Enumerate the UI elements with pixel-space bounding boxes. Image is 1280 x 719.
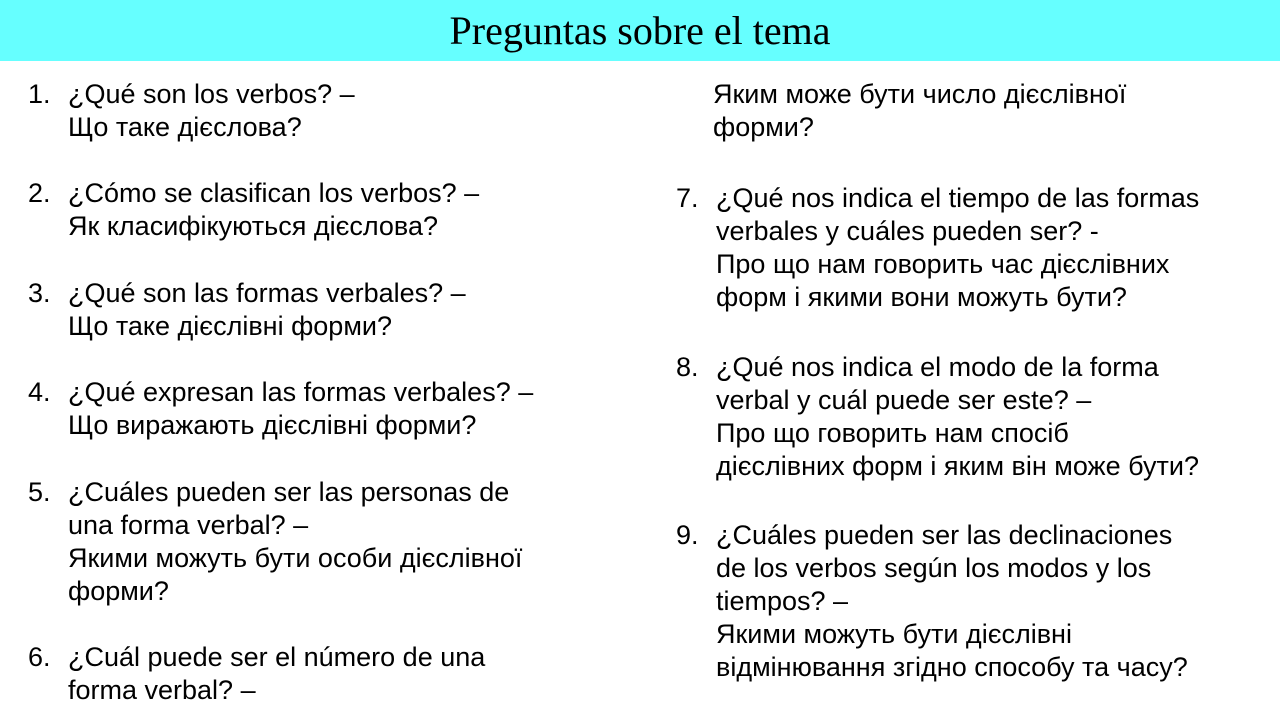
- page-title: Preguntas sobre el tema: [449, 8, 831, 53]
- question-number: 5.: [28, 477, 51, 507]
- question-number: 4.: [28, 377, 51, 407]
- question-5: [28, 476, 608, 608]
- question-text-uk: відмінювання згідно способу та часу?: [716, 652, 1188, 682]
- question-number: 3.: [28, 278, 51, 308]
- question-1: [28, 78, 608, 144]
- question-text-es: verbales y cuáles pueden ser? -: [716, 216, 1099, 246]
- question-text-uk: Про що говорить нам спосіб: [716, 418, 1069, 448]
- question-number: 2.: [28, 178, 51, 208]
- question-text-es: ¿Cuál puede ser el número de una: [68, 642, 486, 672]
- question-text-uk: форм і якими вони можуть бути?: [716, 282, 1127, 312]
- question-text-uk: Про що нам говорить час дієслівних: [716, 249, 1170, 279]
- question-8: [676, 351, 1276, 483]
- question-text-es: ¿Qué nos indica el tiempo de las formas: [716, 183, 1200, 213]
- question-9: [676, 519, 1276, 684]
- question-text-uk: форми?: [713, 112, 814, 142]
- question-text-uk: Що таке дієслова?: [68, 112, 302, 142]
- question-text-uk: Якими можуть бути дієслівні: [716, 619, 1072, 649]
- question-text-uk: Яким може бути число дієслівної: [713, 79, 1127, 109]
- question-6-continued: [676, 78, 1276, 144]
- question-number: 6.: [28, 642, 51, 672]
- question-text-uk: форми?: [68, 576, 169, 606]
- question-text-es: una forma verbal? –: [68, 510, 309, 540]
- question-number: 8.: [676, 352, 699, 382]
- question-number: 1.: [28, 79, 51, 109]
- question-number: 7.: [676, 183, 699, 213]
- question-text-es: de los verbos según los modos y los: [716, 553, 1152, 583]
- question-text-es: forma verbal? –: [68, 675, 256, 705]
- question-text-es: tiempos? –: [716, 586, 849, 616]
- question-text-es: ¿Qué expresan las formas verbales? –: [68, 377, 534, 407]
- question-3: [28, 277, 608, 343]
- question-text-uk: Що виражають дієслівні форми?: [68, 410, 477, 440]
- question-6: [28, 641, 608, 707]
- question-text-uk: Якими можуть бути особи дієслівної: [68, 543, 523, 573]
- question-2: [28, 177, 608, 243]
- question-text-uk: Як класифікуються дієслова?: [68, 211, 438, 241]
- question-4: [28, 376, 608, 442]
- question-7: [676, 182, 1276, 314]
- question-text-es: ¿Qué son los verbos? –: [68, 79, 355, 109]
- question-text-es: ¿Qué son las formas verbales? –: [68, 278, 466, 308]
- question-text-es: ¿Cuáles pueden ser las personas de: [68, 477, 510, 507]
- question-text-es: ¿Qué nos indica el modo de la forma: [716, 352, 1159, 382]
- question-text-es: ¿Cuáles pueden ser las declinaciones: [716, 520, 1173, 550]
- question-text-uk: дієслівних форм і яким він може бути?: [716, 451, 1199, 481]
- question-text-es: verbal y cuál puede ser este? –: [716, 385, 1092, 415]
- question-text-es: ¿Cómo se clasifican los verbos? –: [68, 178, 480, 208]
- title-bar: [0, 0, 1280, 61]
- question-number: 9.: [676, 520, 699, 550]
- question-text-uk: Що таке дієслівні форми?: [68, 311, 392, 341]
